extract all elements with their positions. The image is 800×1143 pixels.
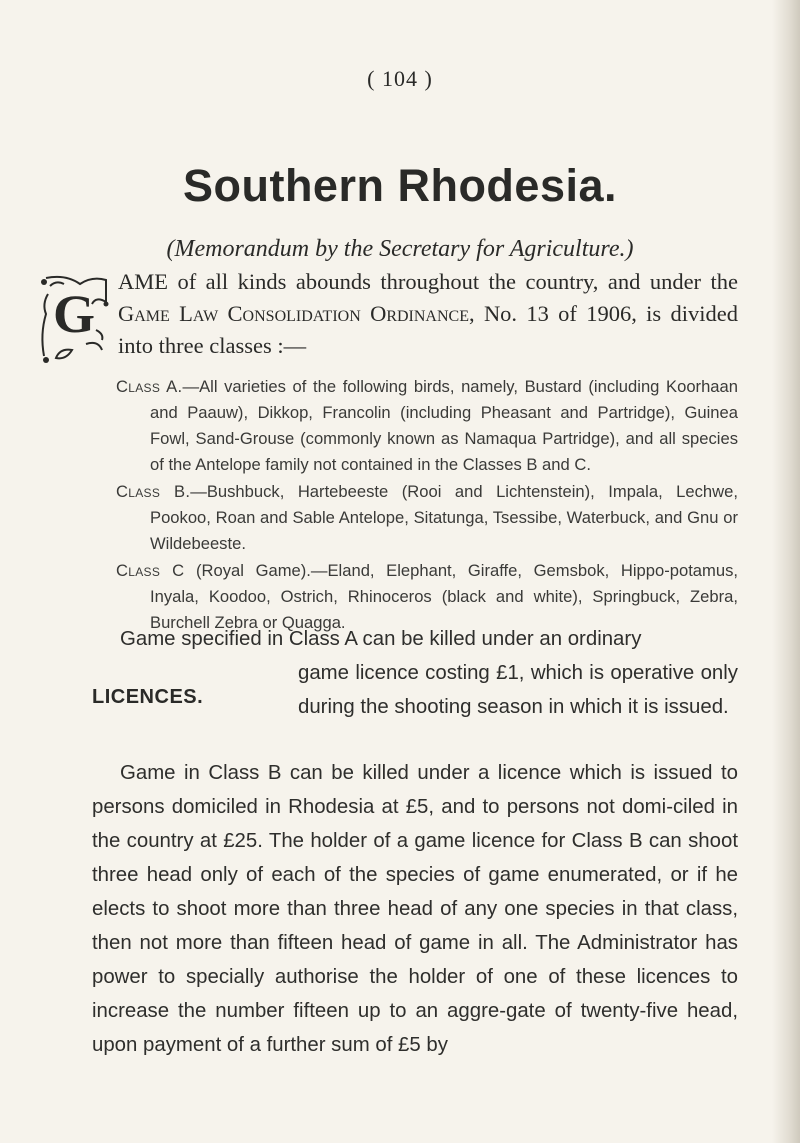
ordinance-name: Game Law Consolidation Ordinance — [118, 301, 469, 326]
licences-sidenote: LICENCES. — [92, 686, 204, 708]
class-b-text: —Bushbuck, Hartebeeste (Rooi and Lichtenstein), Impala, Lechwe, Pookoo, Roan and Sable Antelope, Sitatunga, Tsessibe, Waterbuck, and Gnu or Wildebeeste. — [150, 482, 738, 553]
intro-text — [118, 266, 738, 362]
intro-tail: , No. 13 of 1906, is divided into three classes :— — [118, 301, 738, 358]
ornamental-initial-g-icon — [36, 274, 112, 366]
game-classes-list — [116, 374, 738, 637]
class-b-entry — [116, 479, 738, 557]
intro-paragraph — [52, 266, 738, 362]
page-title: Southern Rhodesia. — [182, 160, 618, 211]
class-a-entry — [116, 374, 738, 478]
class-b-label: Class B. — [116, 482, 191, 501]
class-c-text: (Royal Game).—Eland, Elephant, Giraffe, Gemsbok, Hippo-potamus, Inyala, Koodoo, Ostrich, Rhinoceros (black and white), Springbuck, Zebra, Burchell Zebra or Quagga. — [150, 561, 738, 632]
class-b-licence-paragraph: Game in Class B can be killed under a licence which is issued to persons domiciled in Rhodesia at £5, and to persons not domi-ciled in the country at £25. The holder of a game licence for Class B can shoot three head only of each of the species of game enumerated, or if he elects to shoot more than three head of any one species in that class, then not more than fifteen head of game in all. The Administrator has power to specially authorise the holder of one of these licences to increase the number fifteen up to an aggre-gate of twenty-five head, upon payment of a further sum of £5 by — [92, 762, 738, 1056]
dropcap-letter: G — [52, 284, 96, 344]
intro-rest: AME of all kinds abounds throughout the country, and under the — [118, 269, 738, 294]
class-a-text: —All varieties of the following birds, namely, Bustard (including Koorhaan and Paauw), Dikkop, Francolin (including Pheasant and Partridge), Guinea Fowl, Sand-Grouse (commonly known as Namaqua Partridge), and all species of the Antelope family not contained in the Classes B and C. — [150, 377, 738, 474]
licences-first-line: Game specified in Class A can be killed under an ordinary — [120, 628, 642, 650]
class-c-label: Class C — [116, 561, 185, 580]
page-subtitle: (Memorandum by the Secretary for Agriculture.) — [166, 236, 634, 262]
licences-rest: game licence costing £1, which is operative only during the shooting season in which it is issued. — [298, 662, 738, 718]
page-number: ( 104 ) — [367, 66, 433, 91]
class-a-label: Class A. — [116, 377, 183, 396]
